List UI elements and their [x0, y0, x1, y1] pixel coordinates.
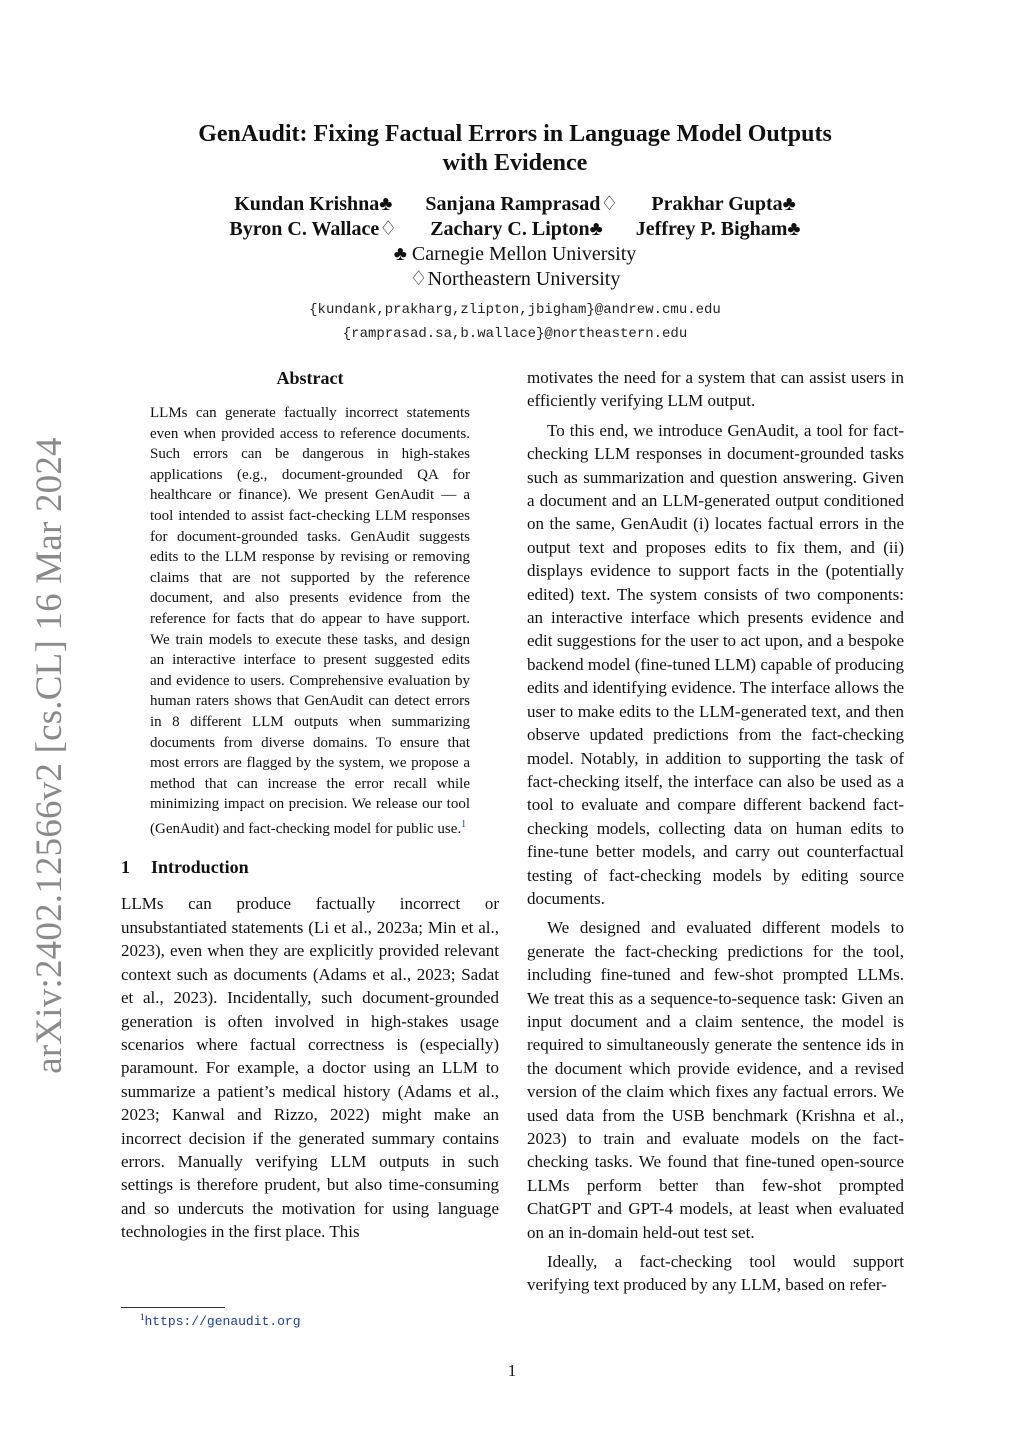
- body-paragraph: Ideally, a fact-checking tool would support verifying text produced by any LLM, based on refer-: [527, 1252, 904, 1295]
- author-name: Zachary C. Lipton♣: [430, 218, 603, 240]
- section-title: Introduction: [151, 857, 249, 878]
- author-emails: [120, 298, 910, 346]
- paper-title: [120, 120, 910, 178]
- body-paragraph: motivates the need for a system that can assist users in efficiently verifying LLM output.: [527, 368, 904, 411]
- section-heading-introduction: [121, 855, 499, 879]
- arxiv-identifier-text: arXiv:2402.12566v2 [cs.CL] 16 Mar 2024: [28, 436, 70, 1074]
- footnote-url-link[interactable]: https://genaudit.org: [144, 1314, 301, 1329]
- abstract-text: LLMs can generate factually incorrect statements even when provided access to reference documents. Such errors can be dangerous in high-stakes applications (e.g., document-grounded QA for healthcare or finance). We present GenAudit — a tool intended to assist fact-checking LLM responses for document-grounded tasks. GenAudit suggests edits to the LLM response by revising or removing claims that are not supported by the reference document, and also presents evidence from the reference for facts that do appear to have support. We train models to execute these tasks, and design an interactive interface to present suggested edits and evidence to users. Comprehensive evaluation by human raters shows that GenAudit can detect errors in 8 different LLM outputs when summarizing documents from diverse domains. To ensure that most errors are flagged by the system, we propose a method that can increase the error recall while minimizing impact on precision. We release our tool (GenAudit) and fact-checking model for public use.: [150, 405, 470, 837]
- author-list: [120, 192, 910, 242]
- footnote-ref-link[interactable]: 1: [461, 818, 467, 830]
- affiliation-northeastern: ♢Northeastern University: [409, 268, 621, 290]
- author-name: Jeffrey P. Bigham♣: [635, 218, 801, 240]
- footnote-mark: 1: [140, 1312, 145, 1322]
- title-line-1: GenAudit: Fixing Factual Errors in Language Model Outputs: [198, 121, 832, 147]
- author-name: Prakhar Gupta♣: [651, 193, 796, 215]
- footnote-divider: [121, 1307, 225, 1308]
- title-line-2: with Evidence: [442, 150, 588, 176]
- email-line-northeastern: {ramprasad.sa,b.wallace}@northeastern.edu: [342, 326, 688, 342]
- section-number: 1: [121, 857, 130, 878]
- abstract-heading: Abstract: [276, 368, 344, 388]
- page-number: 1: [507, 1361, 517, 1380]
- email-line-cmu: {kundank,prakharg,zlipton,jbigham}@andrew.cmu.edu: [309, 302, 721, 318]
- abstract-body: [121, 403, 499, 839]
- affiliation-cmu: ♣ Carnegie Mellon University: [393, 243, 637, 265]
- author-name: Kundan Krishna♣: [234, 193, 393, 215]
- author-name: Byron C. Wallace♢: [229, 218, 398, 240]
- author-row-2: [120, 217, 910, 242]
- introduction-paragraph: LLMs can produce factually incorrect or unsubstantiated statements (Li et al., 2023a; Min et al., 2023), even when they are explicitly provided relevant context such as documents (Adams et al., 2023; Sadat et al., 2023). Incidentally, such document-grounded generation is often involved in high-stakes usage scenarios where factual correctness is (especially) paramount. For example, a doctor using an LLM to summarize a patient’s medical history (Adams et al., 2023; Kanwal and Rizzo, 2022) might make an incorrect decision if the generated summary contains errors. Manually verifying LLM outputs in such settings is therefore prudent, but also time-consuming and so undercuts the motivation for using language technologies in the first place. This: [121, 894, 499, 1242]
- body-paragraph: We designed and evaluated different models to generate the fact-checking predictions for the tool, including fine-tuned and few-shot prompted LLMs. We treat this as a sequence-to-sequence task: Given an input document and a claim sentence, the model is required to simultaneously generate the sentence ids in the document which provide evidence, and a revised version of the claim which fixes any factual errors. We used data from the USB benchmark (Krishna et al., 2023) to train and evaluate models on the fact-checking tasks. We found that fine-tuned open-source LLMs perform better than few-shot prompted ChatGPT and GPT-4 models, at least when evaluated on an in-domain held-out test set.: [527, 918, 904, 1242]
- body-paragraph: To this end, we introduce GenAudit, a tool for fact-checking LLM responses in document-grounded tasks such as summarization and question answering. Given a document and an LLM-generated output conditioned on the same, GenAudit (i) locates factual errors in the output text and proposes edits to fix them, and (ii) displays evidence to support facts in the (potentially edited) text. The system consists of two components: an interactive interface which presents evidence and edit suggestions for the user to act upon, and a bespoke backend model (fine-tuned LLM) capable of producing edits and identifying evidence. The interface allows the user to make edits to the LLM-generated text, and then observe updated predictions from the fact-checking model. Notably, in addition to supporting the task of fact-checking itself, the interface can also be used as a tool to evaluate and compare different backend fact-checking models, collecting data on human edits to fine-tune better models, and carry out counterfactual testing of fact-checking models by editing source documents.: [527, 420, 904, 908]
- right-column: [527, 366, 904, 1297]
- arxiv-identifier-stamp: [14, 436, 84, 1074]
- author-row-1: [120, 192, 910, 217]
- footnote: [140, 1312, 301, 1329]
- left-column: [121, 366, 499, 1244]
- paper-header: [120, 120, 910, 346]
- author-name: Sanjana Ramprasad♢: [425, 193, 619, 215]
